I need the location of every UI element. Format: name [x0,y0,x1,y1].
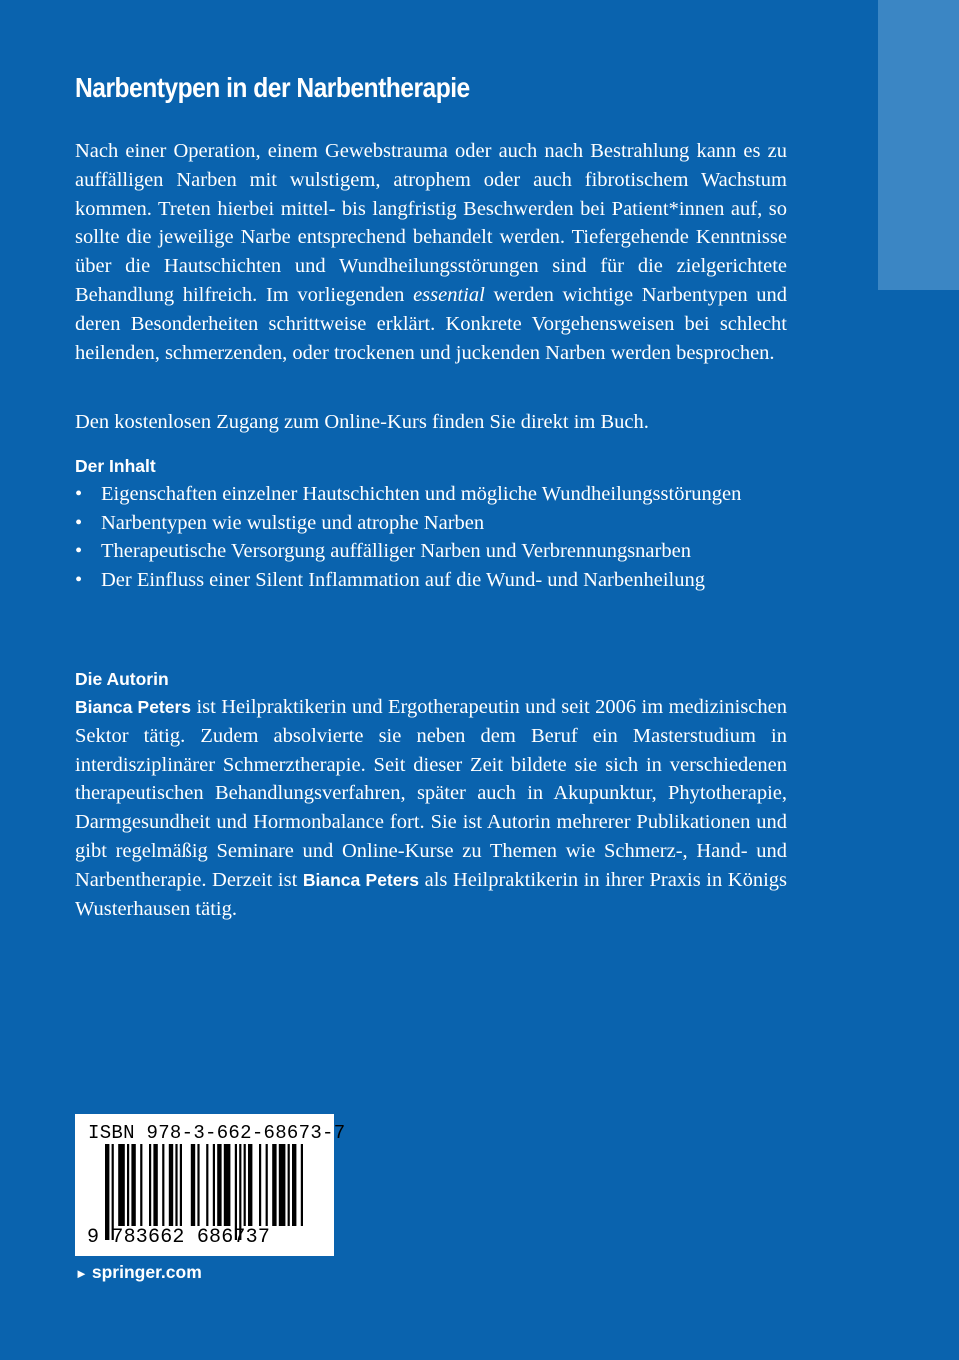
barcode-bar [153,1144,157,1226]
barcode-bar [266,1144,268,1226]
barcode-bar [292,1144,296,1226]
list-item-text: Therapeutische Versorgung auffälliger Narben und Verbrennungsnarben [101,540,691,563]
barcode-bar [279,1144,286,1226]
barcode-bar [301,1144,303,1226]
barcode-bar [224,1144,231,1226]
bullet-icon: • [75,540,83,563]
barcode-bar [217,1144,221,1226]
bullet-icon: • [75,483,83,505]
barcode-bar [244,1144,246,1226]
barcode-bar [131,1144,135,1226]
barcode-bar [169,1144,173,1226]
barcode-bar [118,1144,125,1226]
barcode-bar [149,1144,151,1226]
online-course-note: Den kostenlosen Zugang zum Online-Kurs finden Sie direkt im Buch. [75,411,649,433]
barcode-bar [288,1144,290,1226]
publisher-link[interactable] [75,1262,202,1283]
list-item [75,509,787,538]
contents-list [75,480,787,594]
list-item-text: Narbentypen wie wulstige und atrophe Narben [101,511,485,534]
barcode-bar [197,1144,199,1226]
barcode-bar [191,1144,195,1226]
contents-heading: Der Inhalt [75,456,156,476]
barcode-bar [162,1144,164,1226]
bullet-icon: • [75,568,83,591]
list-item [75,480,787,509]
barcode-bar [175,1144,177,1226]
list-item [75,566,787,595]
author-heading: Die Autorin [75,669,169,689]
list-item-text: Eigenschaften einzelner Hautschichten und mögliche Wundheilungsstörungen [101,483,742,505]
barcode-bar [180,1144,182,1226]
intro-text-end: werden wichtige Narbentypen und deren Besonderheiten schrittweise erklärt. Konkrete Vorgehensweisen bei schlecht heilenden, schmerzenden, oder trockenen und juckenden Narben werden besprochen. [75,283,788,364]
author-bio-text: ist Heilpraktikerin und Ergotherapeutin und seit 2006 im medizinischen Sektor tätig. Zudem absolvierte sie neben dem Beruf ein Masterstudium in interdisziplinärer Schmerztherapie. Seit dieser Zeit bildete sie sich in verschiedenen therapeutischen Behandlungsverfahren, später auch in Akupunktur, Phytotherapie, Darmgesundheit und Hormonbalance fort. Sie ist Autorin mehrerer Publikationen und gibt regelmäßig Seminare und Online-Kurse zu Themen wie Schmerz-, Hand- und Narbentherapie. Derzeit ist [75,696,787,891]
list-item [75,537,787,566]
barcode-bar [272,1144,276,1226]
isbn-label: ISBN 978-3-662-68673-7 [88,1122,346,1144]
author-name: Bianca Peters [302,869,420,890]
arrow-right-icon: ► [75,1266,88,1281]
barcode-bar [259,1144,261,1226]
barcode-bar [140,1144,142,1226]
author-name: Bianca Peters [75,697,192,717]
author-bio [75,693,787,923]
bullet-icon: • [75,511,83,534]
list-item-text: Der Einfluss einer Silent Inflammation auf die Wund- und Narbenheilung [101,568,705,591]
ean-digits: 9 783662 686737 [87,1226,271,1249]
author-bio-text-end: als Heilpraktikerin in ihrer Praxis in Königs Wusterhausen tätig. [75,868,788,920]
intro-italic-word: essential [413,283,485,306]
page-title: Narbentypen in der Narbentherapie [75,72,470,103]
isbn-barcode [75,1114,346,1256]
intro-text-start: Nach einer Operation, einem Gewebstrauma oder auch nach Bestrahlung kann es zu auffälligen Narben mit wulstigem, atrophem oder auch fibrotischem Wachstum kommen. Treten hierbei mittel- bis langfristig Beschwerden bei Patient*innen auf, so sollte die jeweilige Narbe entsprechend behandelt werden. Tiefergehende Kenntnisse über die Hautschichten und Wundheilungsstörungen sind für die zielgerichtete Behandlung hilfreich. Im vorliegenden [75,140,787,306]
intro-paragraph [75,137,787,367]
barcode-bar [213,1144,215,1226]
barcode-bar [206,1144,208,1226]
publisher-link-text: springer.com [91,1262,202,1282]
barcode-bar [127,1144,129,1226]
decorative-side-strip [878,0,959,290]
barcode-bar [248,1144,252,1226]
